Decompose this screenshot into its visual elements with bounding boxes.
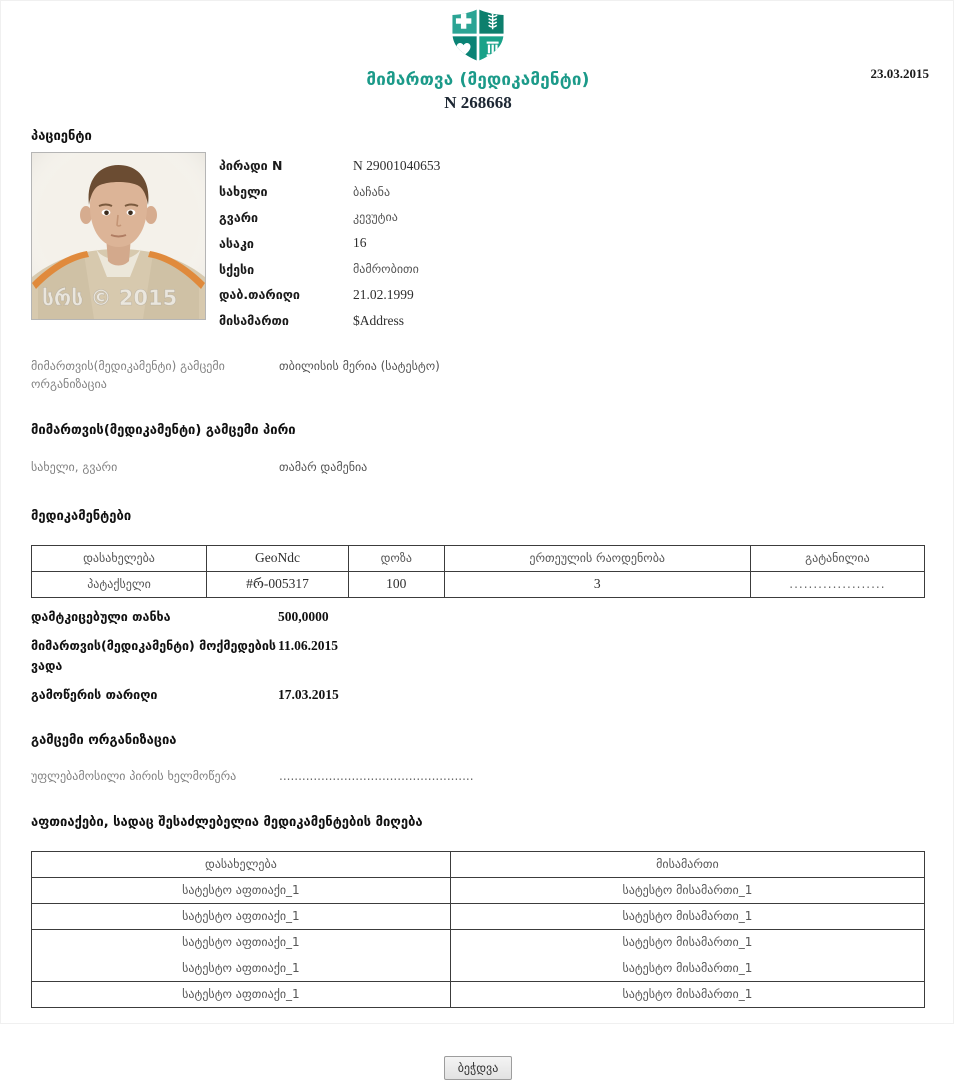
pharmacies-section-title: აფთიაქები, სადაც შესაძლებელია მედიკამენტების მიღება (31, 814, 423, 830)
col-quantity: ერთეულის რაოდენობა (444, 545, 750, 571)
birthdate-value: 21.02.1999 (353, 286, 414, 302)
patient-field-row (219, 205, 925, 231)
approved-amount-label: დამტკიცებული თანხა (31, 608, 171, 624)
signature-label: უფლებამოსილი პირის ხელმოწერა (31, 768, 237, 783)
patient-fields (219, 152, 925, 334)
field-label: დაბ.თარიღი (219, 287, 300, 303)
issuer-person-label: სახელი, გვარი (31, 459, 118, 474)
patient-field-row (219, 230, 925, 256)
validity-label: მიმართვის(მედიკამენტი) მოქმედების ვადა (31, 637, 276, 673)
last-name-value: კევუტია (353, 210, 398, 225)
page-title: მიმართვა (მედიკამენტი) (366, 70, 590, 90)
pharmacy-address: სატესტო მისამართი_1 (450, 929, 924, 955)
pharmacy-address: სატესტო მისამართი_1 (450, 903, 924, 929)
pharmacy-address: სატესტო მისამართი_1 (450, 955, 924, 981)
validity-value: 11.06.2015 (278, 637, 339, 653)
document-header (31, 8, 929, 113)
field-label: პირადი N (219, 158, 283, 174)
signature-row (31, 767, 925, 785)
medicament-name: პატაქსელი (32, 571, 207, 597)
patient-field-row (219, 179, 925, 205)
pharmacy-row (32, 955, 925, 981)
print-button[interactable]: ბეჭდვა (444, 1056, 513, 1080)
pharmacy-row (32, 877, 925, 903)
address-value: $Address (353, 312, 404, 328)
pharmacy-row (32, 929, 925, 955)
issuing-org-section-title: გამცემი ორგანიზაცია (31, 732, 177, 748)
validity-row (31, 636, 925, 676)
medicament-geondc: #რ-005317 (207, 571, 349, 597)
patient-field-row (219, 256, 925, 282)
col-pharmacy-address: მისამართი (450, 851, 924, 877)
age-value: 16 (353, 235, 367, 251)
issuer-org-label: მიმართვის(მედიკამენტი) გამცემი ორგანიზაცია (31, 358, 225, 391)
patient-photo (31, 152, 206, 320)
field-label: მისამართი (219, 313, 289, 329)
pharmacy-name: სატესტო აფთიაქი_1 (32, 903, 451, 929)
field-label: სახელი (219, 184, 268, 200)
medicaments-section-title: მედიკამენტები (31, 508, 132, 524)
medicament-dose: 100 (349, 571, 445, 597)
pharmacy-address: სატესტო მისამართი_1 (450, 981, 924, 1007)
sex-value: მამრობითი (353, 262, 419, 277)
medicament-dispensed: .................... (750, 571, 924, 597)
prescription-date-value: 17.03.2015 (278, 686, 339, 702)
pharmacy-row (32, 981, 925, 1007)
personal-number-value: N 29001040653 (353, 157, 441, 173)
prescription-date-row (31, 685, 925, 705)
first-name-value: ბაჩანა (353, 184, 391, 199)
issuer-org-value: თბილისის მერია (სატესტო) (279, 358, 440, 373)
issuer-person-section-title: მიმართვის(მედიკამენტი) გამცემი პირი (31, 422, 296, 438)
col-dispensed: გატანილია (750, 545, 924, 571)
field-label: ასაკი (219, 235, 254, 251)
pharmacies-header-row (32, 851, 925, 877)
pharmacy-name: სატესტო აფთიაქი_1 (32, 877, 451, 903)
medicaments-table (31, 545, 925, 598)
prescription-date-label: გამოწერის თარიღი (31, 686, 158, 702)
col-pharmacy-name: დასახელება (32, 851, 451, 877)
pharmacy-row (32, 903, 925, 929)
ministry-shield-logo-icon (449, 8, 507, 65)
field-label: გვარი (219, 209, 259, 225)
col-name: დასახელება (32, 545, 207, 571)
patient-section-title: პაციენტი (31, 129, 92, 144)
patient-field-row (219, 282, 925, 308)
pharmacy-name: სატესტო აფთიაქი_1 (32, 955, 451, 981)
field-label: სქესი (219, 261, 255, 277)
pharmacy-name: სატესტო აფთიაქი_1 (32, 929, 451, 955)
issuer-person-row (31, 458, 925, 476)
signature-line: ................................................... (279, 768, 474, 783)
pharmacy-name: სატესტო აფთიაქი_1 (32, 981, 451, 1007)
col-dose: დოზა (349, 545, 445, 571)
pharmacy-address: სატესტო მისამართი_1 (450, 877, 924, 903)
doc-number: N 268668 (444, 93, 512, 112)
photo-watermark: სრს © 2015 (42, 286, 178, 310)
approved-amount-value: 500,0000 (278, 608, 329, 624)
col-geondc: GeoNdc (207, 545, 349, 571)
patient-field-row (219, 153, 925, 179)
patient-field-row (219, 308, 925, 334)
approved-amount-row (31, 607, 925, 627)
medicaments-header-row (32, 545, 925, 571)
document-page (1, 1, 954, 1080)
pharmacies-table (31, 851, 925, 1008)
issuer-org-row (31, 357, 925, 393)
medicament-row (32, 571, 925, 597)
issuer-person-value: თამარ დამენია (279, 459, 368, 474)
medicament-quantity: 3 (444, 571, 750, 597)
doc-date: 23.03.2015 (870, 66, 929, 81)
